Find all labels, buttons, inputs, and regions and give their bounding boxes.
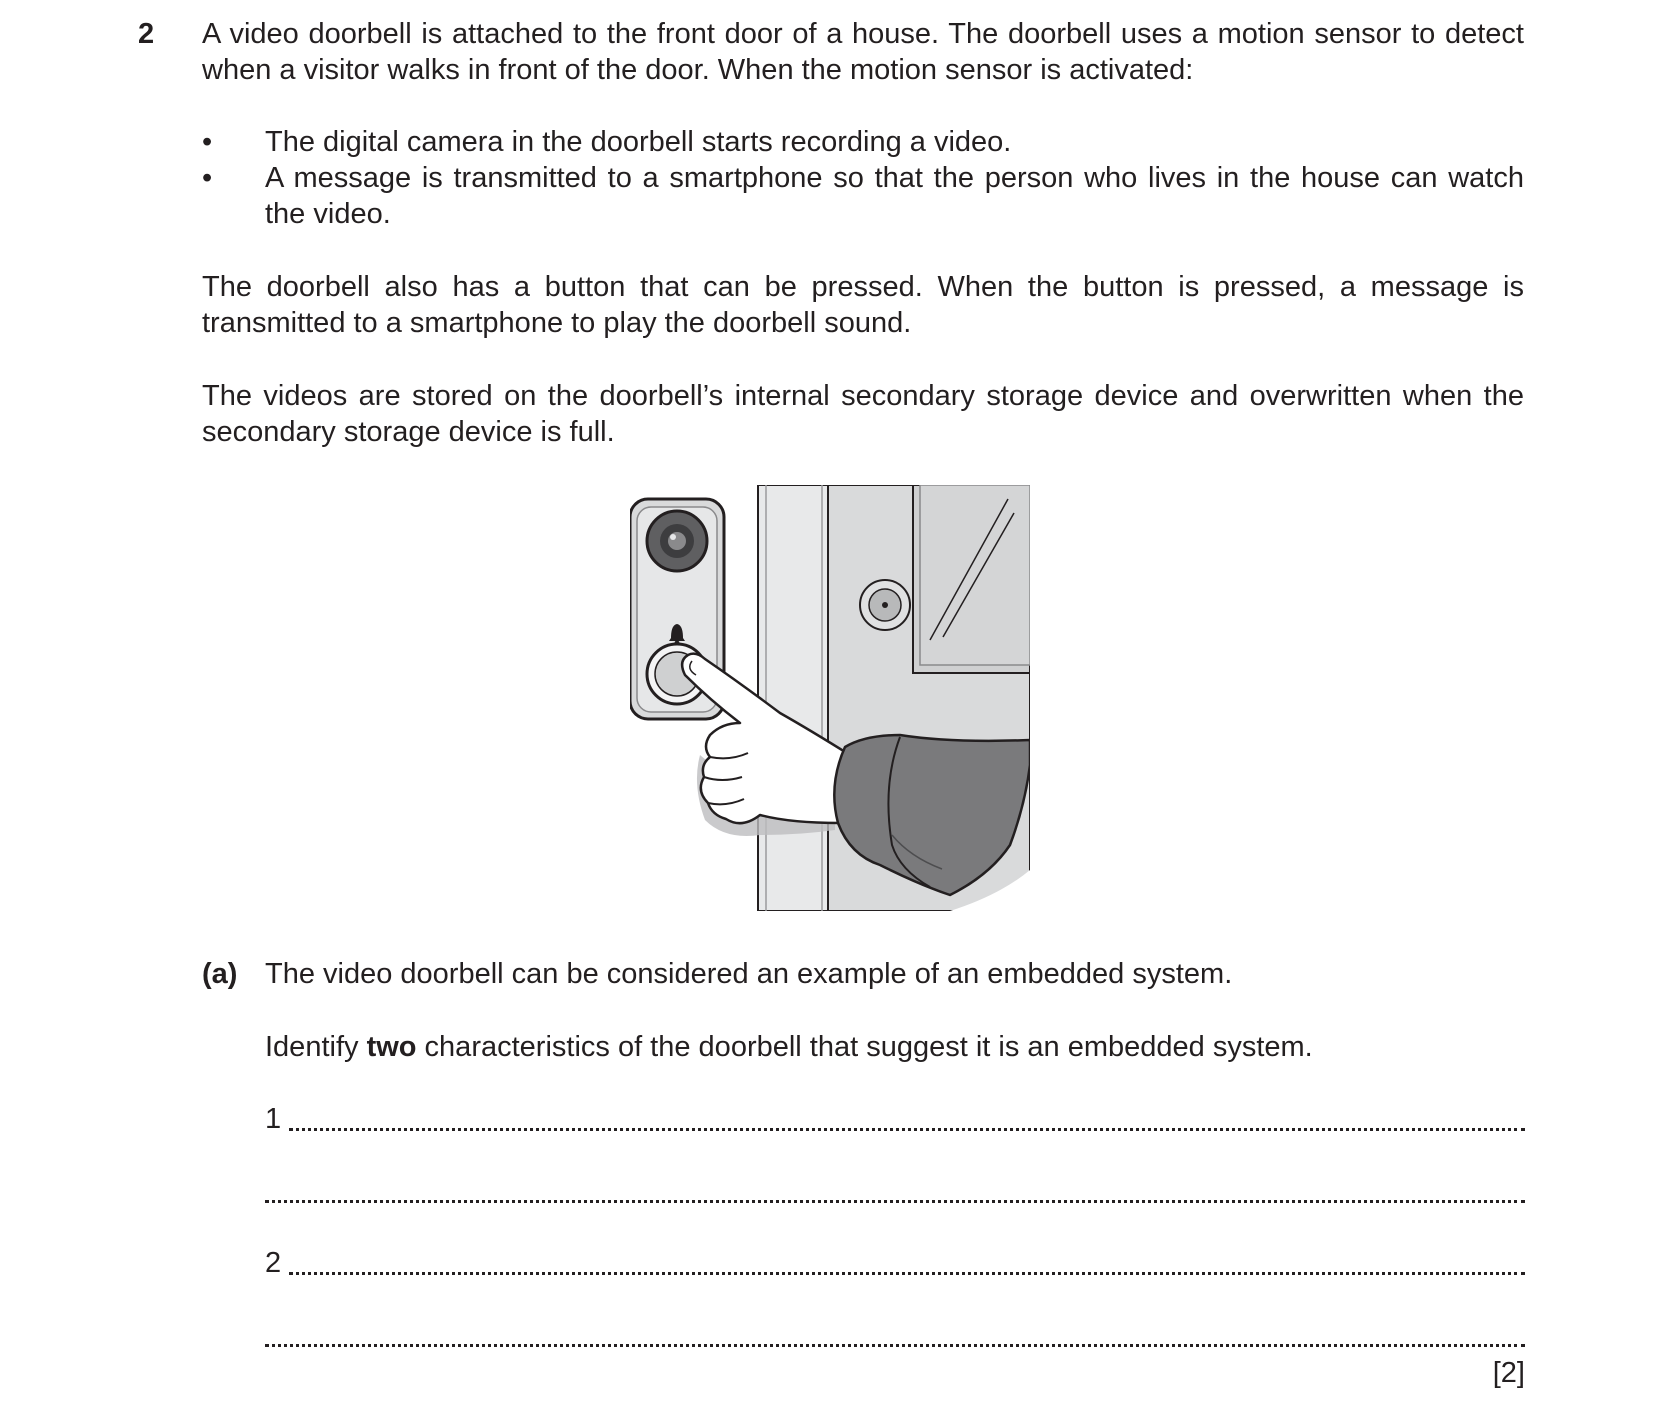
question-intro: A video doorbell is attached to the front door of a house. The doorbell uses a motion sensor to detect when a visitor walks in front of the door. When the motion sensor is activated: <box>202 18 1524 86</box>
paragraph-button: The doorbell also has a button that can be pressed. When the button is pressed, a message is transmitted to a smartphone to play the doorbell sound. <box>202 271 1524 339</box>
doorbell-illustration-icon <box>630 485 1030 911</box>
paragraph-storage: The videos are stored on the doorbell’s internal secondary storage device and overwritten when the secondary storage device is full. <box>202 380 1524 448</box>
bullet-text: The digital camera in the doorbell starts recording a video. <box>265 126 1012 158</box>
instruction-before: Identify <box>265 1031 367 1063</box>
dotted-line[interactable] <box>265 1200 1525 1203</box>
answer-line-1-continued[interactable] <box>265 1173 1525 1209</box>
bullet-icon: • <box>202 162 213 194</box>
answer-number: 2 <box>265 1247 282 1279</box>
answer-line-2[interactable] <box>265 1245 1525 1281</box>
part-a-text: The video doorbell can be considered an example of an embedded system. <box>265 958 1233 990</box>
answer-number: 1 <box>265 1103 282 1135</box>
instruction-bold: two <box>366 1031 417 1063</box>
part-a-label: (a) <box>202 958 238 990</box>
dotted-line[interactable] <box>265 1344 1525 1347</box>
dotted-line[interactable] <box>289 1272 1525 1275</box>
question-number: 2 <box>138 18 155 50</box>
answer-line-1[interactable] <box>265 1101 1525 1137</box>
bullet-list <box>202 124 1524 232</box>
bullet-item <box>202 124 1524 160</box>
door-frame <box>758 485 828 911</box>
bullet-text: A message is transmitted to a smartphone so that the person who lives in the house can watch the video. <box>265 162 1524 230</box>
bullet-item <box>202 160 1524 232</box>
answer-line-2-continued[interactable] <box>265 1317 1525 1353</box>
marks: [2] <box>1492 1357 1525 1389</box>
dotted-line[interactable] <box>289 1128 1525 1131</box>
part-a-instruction <box>265 1029 1525 1065</box>
bullet-icon: • <box>202 126 213 158</box>
instruction-after: characteristics of the doorbell that suggest it is an embedded system. <box>416 1031 1313 1063</box>
